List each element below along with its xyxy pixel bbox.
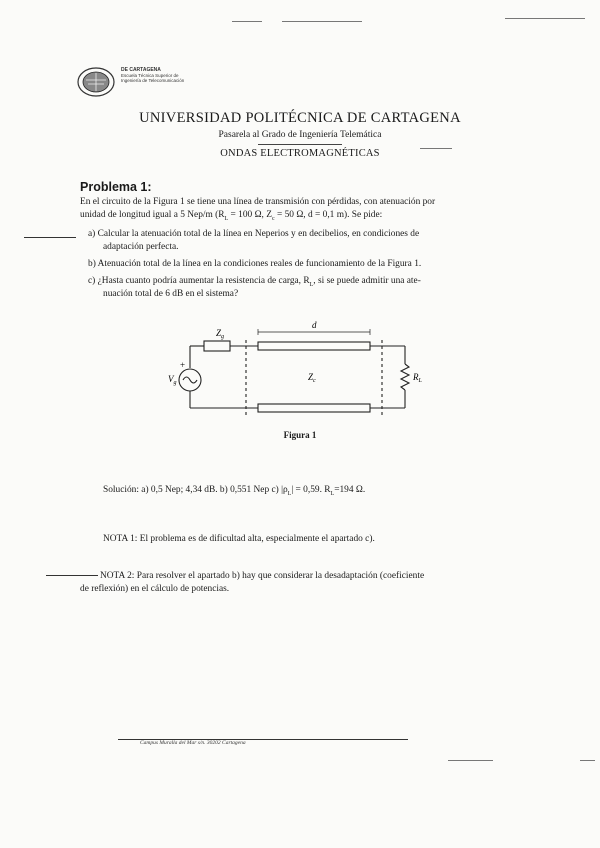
item-label: c) bbox=[88, 276, 96, 286]
figure-caption: Figura 1 bbox=[283, 430, 317, 440]
rl-label: $R_L$ bbox=[413, 372, 422, 384]
source-resistor bbox=[204, 341, 230, 351]
scan-mark bbox=[580, 760, 595, 761]
institution-line: Ingeniería de Telecomunicación bbox=[121, 78, 185, 84]
university-title: UNIVERSIDAD POLITÉCNICA DE CARTAGENA bbox=[139, 110, 461, 126]
note-2-cont: de reflexión) en el cálculo de potencias. bbox=[80, 584, 230, 594]
plus-label: + bbox=[180, 360, 186, 370]
institution-name bbox=[121, 68, 184, 84]
subscript: L bbox=[309, 281, 314, 288]
subscript: L bbox=[330, 490, 335, 497]
line-top-conductor bbox=[258, 342, 370, 350]
item-a bbox=[88, 228, 419, 241]
zg-label: $Z_g$ bbox=[216, 328, 225, 340]
item-text: Atenuación total de la línea en la condiciones reales de funcionamiento de la Figura 1. bbox=[97, 259, 422, 269]
scan-mark bbox=[232, 21, 262, 22]
footer-address: Campus Muralla del Mar s/n. 30202 Cartagena bbox=[140, 740, 246, 746]
solution bbox=[103, 484, 365, 501]
item-label: b) bbox=[88, 259, 96, 269]
scan-mark bbox=[282, 21, 362, 22]
scan-mark bbox=[505, 18, 585, 19]
solution-text: Solución: a) 0,5 Nep; 4,34 dB. b) 0,551 Nep c) |ρ bbox=[103, 485, 288, 495]
item-text: ¿Hasta cuanto podría aumentar la resistencia de carga, R bbox=[97, 276, 310, 286]
intro-text: = 50 Ω, d = 0,1 m). Se pide: bbox=[274, 210, 383, 220]
subscript: L bbox=[224, 215, 229, 222]
item-c-cont: nuación total de 6 dB en el sistema? bbox=[103, 289, 239, 299]
underline-mark bbox=[258, 144, 342, 145]
intro-text: = 100 Ω, Z bbox=[228, 210, 272, 220]
institution-line: DE CARTAGENA bbox=[121, 67, 161, 73]
subscript: L bbox=[287, 490, 292, 497]
item-a-cont: adaptación perfecta. bbox=[103, 242, 179, 252]
item-text: , si se puede admitir una ate- bbox=[313, 276, 421, 286]
line-bottom-conductor bbox=[258, 404, 370, 412]
note-2: NOTA 2: Para resolver el apartado b) hay que considerar la desadaptación (coeficiente bbox=[100, 571, 425, 581]
note-1: NOTA 1: El problema es de dificultad alta, especialmente el apartado c). bbox=[103, 534, 375, 544]
vg-label: $V_g$ bbox=[168, 374, 177, 386]
scan-mark bbox=[448, 760, 493, 761]
subscript: c bbox=[271, 215, 275, 222]
scan-mark bbox=[46, 575, 98, 576]
solution-text: | = 0,59. R bbox=[291, 485, 331, 495]
intro-line: En el circuito de la Figura 1 se tiene una línea de transmisión con pérdidas, con atenuación por bbox=[80, 197, 436, 207]
item-b bbox=[88, 258, 421, 271]
university-seal-icon bbox=[76, 66, 116, 98]
circuit-diagram bbox=[160, 312, 420, 424]
intro-line bbox=[80, 209, 382, 226]
d-label: d bbox=[312, 320, 317, 330]
subject-title: ONDAS ELECTROMAGNÉTICAS bbox=[220, 148, 380, 159]
item-label: a) bbox=[88, 229, 96, 239]
problem-heading: Problema 1: bbox=[80, 180, 152, 194]
institution-line: Escuela Técnica Superior de bbox=[121, 73, 179, 79]
scan-mark bbox=[24, 237, 76, 238]
degree-title: Pasarela al Grado de Ingeniería Telemática bbox=[218, 130, 382, 140]
solution-text: =194 Ω. bbox=[334, 485, 366, 495]
load-resistor bbox=[401, 364, 409, 390]
item-text: Calcular la atenuación total de la línea en Neperios y en decibelios, en condiciones de bbox=[97, 229, 420, 239]
intro-text: unidad de longitud igual a 5 Nep/m (R bbox=[80, 210, 225, 220]
zc-label: $Z_c$ bbox=[308, 372, 316, 384]
